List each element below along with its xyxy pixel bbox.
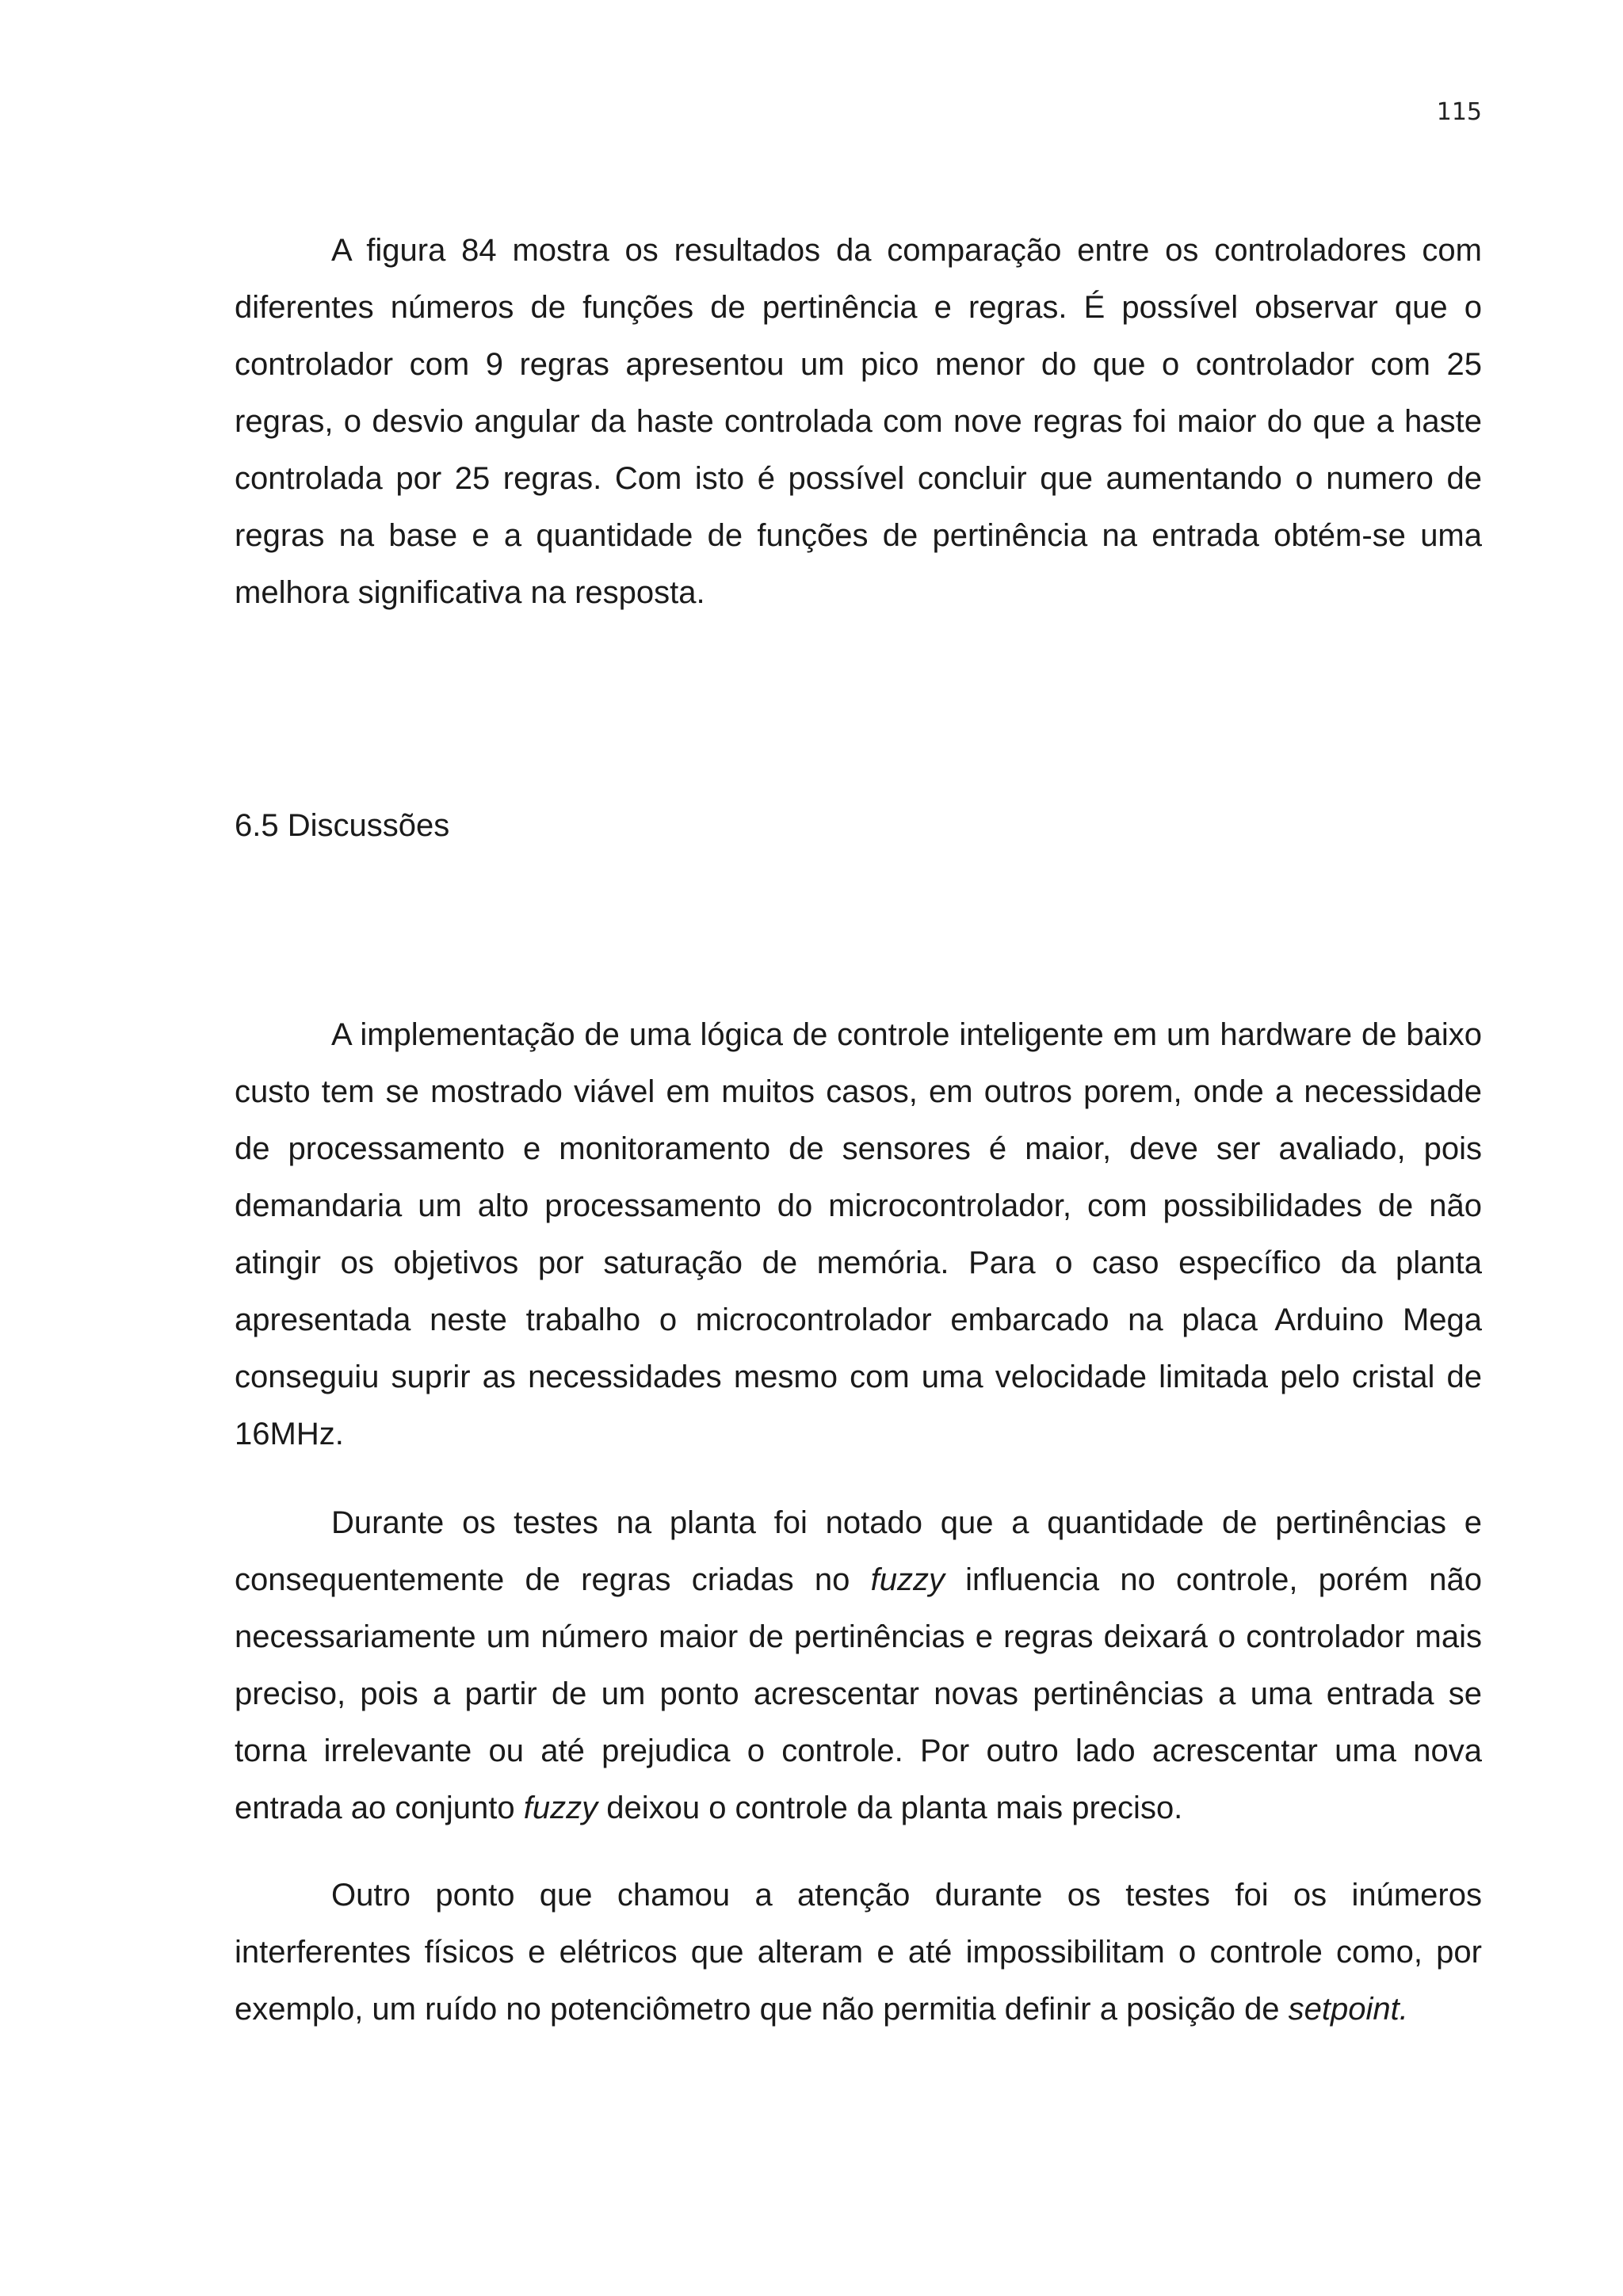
paragraph-interference-text-1: Outro ponto que chamou a atenção durante os testes foi os inúmeros interferentes físicos e elétricos que alteram e até impossibilitam o controle como, por exemplo, um ruído no potenciômetro que não permitia definir a posição de	[235, 1878, 1482, 2027]
paragraph-tests-italic-2: fuzzy	[523, 1791, 598, 1825]
paragraph-implementation: A implementação de uma lógica de controle inteligente em um hardware de baixo custo tem se mostrado viável em muitos casos, em outros porem, onde a necessidade de processamento e monitoramento de sensores é maior, deve ser avaliado, pois demandaria um alto processamento do microcontrolador, com possibilidades de não atingir os objetivos por saturação de memória. Para o caso específico da planta apresentada neste trabalho o microcontrolador embarcado na placa Arduino Mega conseguiu suprir as necessidades mesmo com uma velocidade limitada pelo cristal de 16MHz.	[235, 1017, 1482, 1451]
section-heading: 6.5 Discussões	[235, 808, 450, 843]
paragraph-interference-italic-1: setpoint.	[1288, 1992, 1408, 2027]
paragraph-tests	[235, 1494, 1482, 1836]
paragraph-figure-84-results: A figura 84 mostra os resultados da comparação entre os controladores com diferentes números de funções de pertinência e regras. É possível observar que o controlador com 9 regras apresentou um pico menor do que o controlador com 25 regras, o desvio angular da haste controlada com nove regras foi maior do que a haste controlada por 25 regras. Com isto é possível concluir que aumentando o numero de regras na base e a quantidade de funções de pertinência na entrada obtém-se uma melhora significativa na resposta.	[235, 233, 1482, 610]
paragraph-tests-italic-1: fuzzy	[870, 1562, 945, 1597]
paragraph-tests-text-1: Durante os testes na planta foi notado que a quantidade de pertinências e consequentemente de regras criadas no	[235, 1505, 1482, 1597]
paragraph-interference	[235, 1867, 1482, 2038]
paragraph-tests-text-2: influencia no controle, porém não necessariamente um número maior de pertinências e regras deixará o controlador mais preciso, pois a partir de um ponto acrescentar novas pertinências a uma entrada se torna irrelevante ou até prejudica o controle. Por outro lado acrescentar uma nova entrada ao conjunto	[235, 1562, 1482, 1825]
page-number: 115	[1436, 98, 1482, 126]
paragraph-tests-text-3: deixou o controle da planta mais preciso.	[598, 1791, 1183, 1825]
